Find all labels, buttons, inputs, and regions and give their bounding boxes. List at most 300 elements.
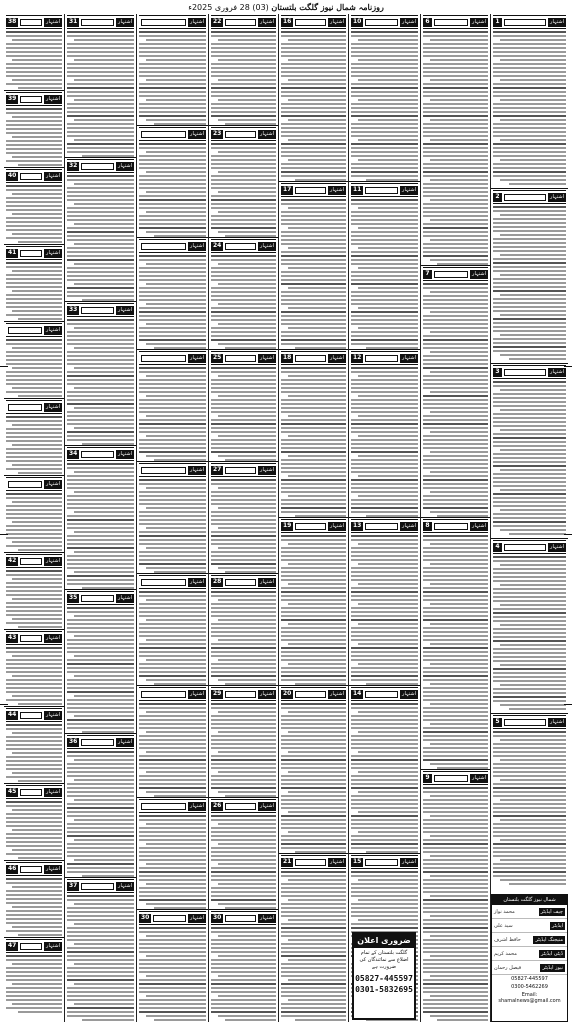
text-line xyxy=(288,771,347,773)
notice-title-bar xyxy=(365,355,398,362)
text-line xyxy=(6,724,62,726)
text-line xyxy=(423,195,488,197)
text-line xyxy=(139,763,206,765)
notice-number: 36 xyxy=(69,737,78,745)
text-line xyxy=(146,659,206,661)
notice-number: 40 xyxy=(8,171,17,179)
text-line xyxy=(211,535,276,537)
text-line xyxy=(67,959,134,961)
text-line xyxy=(67,555,134,557)
text-line xyxy=(423,307,488,309)
text-line xyxy=(139,63,206,65)
text-line xyxy=(67,967,134,969)
text-line xyxy=(423,987,488,989)
text-line xyxy=(67,287,134,289)
text-line xyxy=(211,1003,276,1005)
text-line xyxy=(12,59,62,61)
text-line xyxy=(493,497,566,499)
text-line xyxy=(423,387,488,389)
text-line xyxy=(6,51,62,53)
text-line xyxy=(12,464,62,466)
text-line xyxy=(18,626,62,628)
text-line xyxy=(211,199,276,201)
text-line xyxy=(281,671,346,673)
text-line xyxy=(351,803,418,805)
text-line xyxy=(281,875,346,877)
text-line xyxy=(281,983,346,985)
text-line xyxy=(423,207,488,209)
text-line xyxy=(281,595,346,597)
text-line xyxy=(351,343,418,345)
text-line xyxy=(423,951,488,953)
text-line xyxy=(423,1007,488,1009)
text-line xyxy=(423,423,488,425)
text-line xyxy=(6,189,62,191)
text-line xyxy=(351,555,418,557)
text-line xyxy=(281,759,346,761)
text-line xyxy=(67,175,134,177)
text-line xyxy=(281,431,346,433)
text-line xyxy=(281,291,346,293)
text-line xyxy=(74,571,134,573)
notice xyxy=(209,238,278,350)
text-line xyxy=(67,67,134,69)
text-line xyxy=(281,819,346,821)
notice-title-bar xyxy=(20,943,42,950)
text-line xyxy=(288,999,347,1001)
text-line xyxy=(358,811,418,813)
text-line xyxy=(288,327,347,329)
text-line xyxy=(211,971,276,973)
text-line xyxy=(281,443,346,445)
text-line xyxy=(281,255,346,257)
notice-tag: اشتہار xyxy=(118,162,132,169)
text-line xyxy=(500,759,566,761)
notice xyxy=(65,590,136,734)
notice-body-text xyxy=(493,381,566,535)
text-line xyxy=(281,823,346,825)
notice-number: 33 xyxy=(69,305,78,313)
text-line xyxy=(154,683,206,685)
text-line xyxy=(281,947,346,949)
text-line xyxy=(211,35,276,37)
text-line xyxy=(423,483,488,485)
text-line xyxy=(6,160,62,162)
text-line xyxy=(6,529,62,531)
text-line xyxy=(67,495,134,497)
text-line xyxy=(493,330,566,332)
text-line xyxy=(493,210,566,212)
text-line xyxy=(423,627,488,629)
notice-body-text xyxy=(6,339,62,397)
text-line xyxy=(211,551,276,553)
text-line xyxy=(67,507,134,509)
text-line xyxy=(139,179,206,181)
text-line xyxy=(430,471,489,473)
notice-header xyxy=(139,239,206,253)
text-line xyxy=(493,477,566,479)
text-line xyxy=(6,594,62,596)
text-line xyxy=(6,955,62,957)
text-line xyxy=(430,663,489,665)
text-line xyxy=(67,363,134,365)
notice-header xyxy=(281,15,346,29)
text-line xyxy=(423,283,488,285)
text-line xyxy=(351,635,418,637)
text-line xyxy=(423,51,488,53)
text-line xyxy=(211,963,276,965)
text-line xyxy=(351,747,418,749)
text-line xyxy=(351,67,418,69)
text-line xyxy=(281,467,346,469)
text-line xyxy=(218,679,277,681)
text-line xyxy=(351,231,418,233)
text-line xyxy=(423,367,488,369)
notice-body-text xyxy=(351,703,418,853)
notice-body-text xyxy=(67,31,134,157)
text-line xyxy=(281,779,346,781)
text-line xyxy=(218,823,277,825)
text-line xyxy=(211,159,276,161)
text-line xyxy=(281,539,346,541)
notice xyxy=(491,364,568,539)
text-line xyxy=(211,287,276,289)
text-line xyxy=(67,55,134,57)
notice-number: 44 xyxy=(8,710,17,718)
text-line xyxy=(146,771,206,773)
text-line xyxy=(493,747,566,749)
text-line xyxy=(74,839,134,841)
editorial-row xyxy=(492,933,567,947)
text-line xyxy=(493,513,566,515)
text-line xyxy=(6,71,62,73)
text-line xyxy=(351,891,418,893)
text-line xyxy=(351,779,418,781)
text-line xyxy=(211,723,276,725)
text-line xyxy=(139,75,206,77)
notice-body-text xyxy=(139,591,206,685)
text-line xyxy=(351,715,418,717)
notice-number: 35 xyxy=(69,593,78,601)
text-line xyxy=(211,831,276,833)
text-line xyxy=(281,163,346,165)
text-line xyxy=(146,171,206,173)
notice-body-text xyxy=(139,479,206,573)
text-line xyxy=(493,290,566,292)
text-line xyxy=(211,643,276,645)
text-line xyxy=(493,103,566,105)
text-line xyxy=(67,275,134,277)
text-line xyxy=(500,879,566,881)
text-line xyxy=(493,441,566,443)
text-line xyxy=(430,835,489,837)
text-line xyxy=(6,821,62,823)
text-line xyxy=(281,383,346,385)
text-line xyxy=(351,239,418,241)
text-line xyxy=(154,459,206,461)
text-line xyxy=(6,805,62,807)
text-line xyxy=(74,59,134,61)
text-line xyxy=(12,906,62,908)
text-line xyxy=(423,127,488,129)
text-line xyxy=(281,451,346,453)
text-line xyxy=(423,651,488,653)
text-line xyxy=(139,611,206,613)
text-line xyxy=(281,935,346,937)
text-line xyxy=(493,696,566,698)
text-line xyxy=(423,619,488,621)
text-line xyxy=(6,505,62,507)
notice-body-text xyxy=(6,955,62,1013)
text-line xyxy=(423,867,488,869)
text-line xyxy=(423,607,488,609)
text-line xyxy=(358,643,418,645)
notice-number: 23 xyxy=(213,129,222,137)
text-line xyxy=(12,233,62,235)
text-line xyxy=(423,223,488,225)
notice-title-bar xyxy=(141,579,186,586)
text-line xyxy=(281,839,346,841)
text-line xyxy=(139,671,206,673)
text-line xyxy=(67,791,134,793)
text-line xyxy=(211,895,276,897)
notice-tag: اشتہار xyxy=(402,186,416,193)
text-line xyxy=(211,55,276,57)
text-line xyxy=(211,387,276,389)
notice-title-bar xyxy=(295,691,326,698)
text-line xyxy=(67,31,134,33)
text-line xyxy=(281,279,346,281)
notice-tag: اشتہار xyxy=(118,306,132,313)
text-line xyxy=(74,427,134,429)
text-line xyxy=(351,599,418,601)
text-line xyxy=(493,612,566,614)
text-line xyxy=(211,307,276,309)
text-line xyxy=(500,234,566,236)
text-line xyxy=(493,461,566,463)
text-line xyxy=(74,511,134,513)
text-line xyxy=(139,627,206,629)
text-line xyxy=(67,767,134,769)
text-line xyxy=(211,867,276,869)
text-line xyxy=(139,339,206,341)
text-line xyxy=(218,395,277,397)
text-line xyxy=(281,607,346,609)
text-line xyxy=(67,135,134,137)
text-line xyxy=(423,559,488,561)
text-line xyxy=(6,75,62,77)
notice xyxy=(4,14,64,91)
text-line xyxy=(351,387,418,389)
text-line xyxy=(146,343,206,345)
registration-mark xyxy=(0,534,8,535)
text-line xyxy=(139,223,206,225)
text-line xyxy=(493,31,566,33)
text-line xyxy=(500,254,566,256)
text-line xyxy=(218,415,277,417)
text-line xyxy=(67,583,134,585)
notice-header xyxy=(6,477,62,491)
column-8 xyxy=(490,14,568,1022)
text-line xyxy=(351,75,418,77)
text-line xyxy=(211,719,276,721)
text-line xyxy=(281,439,346,441)
text-line xyxy=(423,339,488,341)
ad-phone: 0301-5832695 xyxy=(355,985,413,994)
text-line xyxy=(146,599,206,601)
notice-header xyxy=(211,911,276,925)
text-line xyxy=(423,47,488,49)
text-line xyxy=(6,971,62,973)
text-line xyxy=(423,75,488,77)
text-line xyxy=(430,563,489,565)
text-line xyxy=(139,183,206,185)
text-line xyxy=(139,311,206,313)
text-line xyxy=(500,739,566,741)
text-line xyxy=(423,163,488,165)
text-line xyxy=(493,246,566,248)
notice-tag: اشتہار xyxy=(190,354,204,361)
text-line xyxy=(139,831,206,833)
text-line xyxy=(351,175,418,177)
notice xyxy=(421,770,490,1022)
text-line xyxy=(6,679,62,681)
text-line xyxy=(67,663,134,665)
text-line xyxy=(6,979,62,981)
text-line xyxy=(211,87,276,89)
notice-header xyxy=(493,15,566,29)
text-line xyxy=(67,411,134,413)
notice-tag: اشتہار xyxy=(260,354,274,361)
text-line xyxy=(211,219,276,221)
editorial-name: محمد نواز xyxy=(494,908,515,915)
text-line xyxy=(500,584,566,586)
text-line xyxy=(6,813,62,815)
notice-tag: اشتہار xyxy=(190,18,204,25)
text-line xyxy=(67,403,134,405)
text-line xyxy=(358,39,418,41)
notice-body-text xyxy=(67,175,134,301)
text-line xyxy=(281,615,346,617)
text-line xyxy=(423,999,488,1001)
text-line xyxy=(423,35,488,37)
text-line xyxy=(146,547,206,549)
text-line xyxy=(423,443,488,445)
text-line xyxy=(423,859,488,861)
text-line xyxy=(139,67,206,69)
text-line xyxy=(288,159,347,161)
text-line xyxy=(139,531,206,533)
editorial-name: محمد کریم xyxy=(494,950,517,957)
notice-body-text xyxy=(6,801,62,859)
text-line xyxy=(281,239,346,241)
text-line xyxy=(281,535,346,537)
text-line xyxy=(423,579,488,581)
text-line xyxy=(139,187,206,189)
text-line xyxy=(281,987,346,989)
notice-tag: اشتہار xyxy=(472,270,486,277)
text-line xyxy=(423,43,488,45)
text-line xyxy=(67,483,134,485)
text-line xyxy=(281,63,346,65)
text-line xyxy=(211,947,276,949)
text-line xyxy=(351,479,418,481)
notice xyxy=(349,686,420,854)
text-line xyxy=(281,975,346,977)
text-line xyxy=(423,947,488,949)
notice-tag: اشتہار xyxy=(472,774,486,781)
text-line xyxy=(18,857,62,859)
text-line xyxy=(6,987,62,989)
text-line xyxy=(493,107,566,109)
text-line xyxy=(423,403,488,405)
text-line xyxy=(139,899,206,901)
text-line xyxy=(281,887,346,889)
text-line xyxy=(139,951,206,953)
notice-body-text xyxy=(493,31,566,185)
text-line xyxy=(500,179,566,181)
text-line xyxy=(218,619,277,621)
notice-body-text xyxy=(139,703,206,797)
text-line xyxy=(67,131,134,133)
text-line xyxy=(351,439,418,441)
text-line xyxy=(358,495,418,497)
text-line xyxy=(281,783,346,785)
text-line xyxy=(211,715,276,717)
text-line xyxy=(288,623,347,625)
text-line xyxy=(351,571,418,573)
text-line xyxy=(281,379,346,381)
text-line xyxy=(67,343,134,345)
notice-number: 46 xyxy=(8,864,17,872)
notice-title-bar xyxy=(504,544,546,551)
text-line xyxy=(211,727,276,729)
text-line xyxy=(211,495,276,497)
notice-tag: اشتہار xyxy=(402,858,416,865)
notice-body-text xyxy=(6,878,62,936)
notice-title-bar xyxy=(225,19,256,26)
text-line xyxy=(211,419,276,421)
text-line xyxy=(358,663,418,665)
text-line xyxy=(423,819,488,821)
text-line xyxy=(139,815,206,817)
editorial-phone: 05827-445597 xyxy=(511,976,548,982)
text-line xyxy=(6,286,62,288)
notice-header xyxy=(211,127,276,141)
text-line xyxy=(12,886,62,888)
text-line xyxy=(366,515,418,517)
text-line xyxy=(6,132,62,134)
notice xyxy=(349,14,420,182)
text-line xyxy=(423,235,488,237)
notice-tag: اشتہار xyxy=(402,690,416,697)
notice-header xyxy=(423,15,488,29)
text-line xyxy=(218,283,277,285)
text-line xyxy=(211,367,276,369)
text-line xyxy=(281,923,346,925)
text-line xyxy=(358,59,418,61)
text-line xyxy=(211,339,276,341)
notice-number: 41 xyxy=(8,248,17,256)
notice-number: 4 xyxy=(493,543,502,552)
text-line xyxy=(67,803,134,805)
text-line xyxy=(139,427,206,429)
notice-header xyxy=(139,799,206,813)
text-line xyxy=(146,395,206,397)
text-line xyxy=(351,167,418,169)
text-line xyxy=(281,319,346,321)
notice-header xyxy=(351,183,418,197)
